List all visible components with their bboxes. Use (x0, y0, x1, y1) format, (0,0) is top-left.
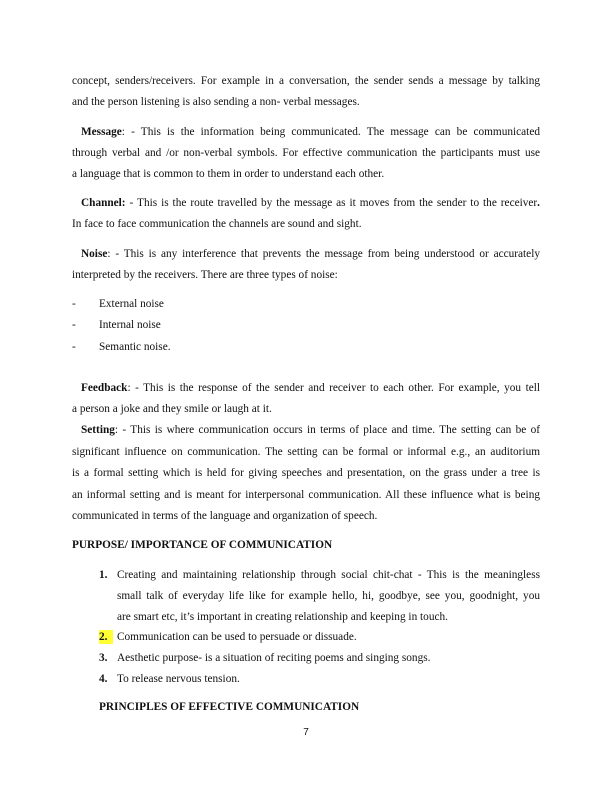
feedback-paragraph (72, 381, 540, 395)
noise-type: Semantic noise. (99, 341, 171, 353)
message-line: a language that is common to them in order to understand each other. (72, 168, 385, 180)
noise-type: External noise (99, 298, 164, 310)
list-number: 1. (99, 569, 108, 581)
list-item-line: Creating and maintaining relationship through social chit-chat - This is the meaningless (117, 569, 540, 581)
list-item-line: small talk of everyday life like for example hello, hi, goodbye, see you, goodnight, you (117, 590, 540, 602)
text: - This is the route travelled by the message as it moves from the sender to the receiver (125, 197, 538, 209)
list-number-highlighted: 2. (99, 630, 113, 644)
list-item-line: Aesthetic purpose- is a situation of reciting poems and singing songs. (117, 652, 431, 664)
page-number: 7 (303, 727, 309, 738)
noise-line: interpreted by the receivers. There are three types of noise: (72, 269, 338, 281)
setting-line: an informal setting and is meant for interpersonal communication. All these influence what is being (72, 489, 540, 501)
noise-paragraph (72, 247, 540, 261)
purpose-heading: PURPOSE/ IMPORTANCE OF COMMUNICATION (72, 539, 333, 551)
text: : - This is any interference that prevents the message from being understood or accurately (107, 248, 540, 260)
principles-heading: PRINCIPLES OF EFFECTIVE COMMUNICATION (99, 701, 360, 713)
bullet-dash: - (72, 319, 76, 331)
term-noise: Noise (81, 248, 108, 260)
period: . (537, 197, 540, 209)
channel-paragraph (72, 196, 540, 210)
setting-line: is a formal setting which is held for giving speeches and presentation, on the grass under a tree is (72, 467, 540, 479)
intro-line: and the person listening is also sending a non- verbal messages. (72, 96, 360, 108)
text: : - This is where communication occurs in terms of place and time. The setting can be of (114, 424, 540, 436)
list-number: 4. (99, 673, 108, 685)
setting-line: significant influence on communication. The setting can be formal or informal e.g., an auditorium (72, 446, 540, 458)
term-feedback: Feedback (81, 382, 128, 394)
channel-line: In face to face communication the channels are sound and sight. (72, 218, 362, 230)
intro-line: concept, senders/receivers. For example in a conversation, the sender sends a message by talking (72, 75, 540, 87)
noise-type: Internal noise (99, 319, 161, 331)
list-item-line: Communication can be used to persuade or dissuade. (117, 631, 357, 643)
bullet-dash: - (72, 341, 76, 353)
setting-line: communicated in terms of the language and organization of speech. (72, 510, 378, 522)
list-item-line: are smart etc, it’s important in creating relationship and keeping in touch. (117, 611, 448, 623)
term-setting: Setting (81, 424, 115, 436)
setting-paragraph (72, 423, 540, 437)
list-item-line: To release nervous tension. (117, 673, 240, 685)
message-paragraph (72, 125, 540, 139)
term-channel: Channel: (81, 197, 126, 209)
message-line: through verbal and /or non-verbal symbols. For effective communication the participants must use (72, 147, 540, 159)
feedback-line: a person a joke and they smile or laugh at it. (72, 403, 272, 415)
text: : - This is the information being communicated. The message can be communicated (121, 126, 540, 138)
term-message: Message (81, 126, 122, 138)
text: : - This is the response of the sender and receiver to each other. For example, you tell (127, 382, 540, 394)
list-number: 3. (99, 652, 108, 664)
bullet-dash: - (72, 298, 76, 310)
